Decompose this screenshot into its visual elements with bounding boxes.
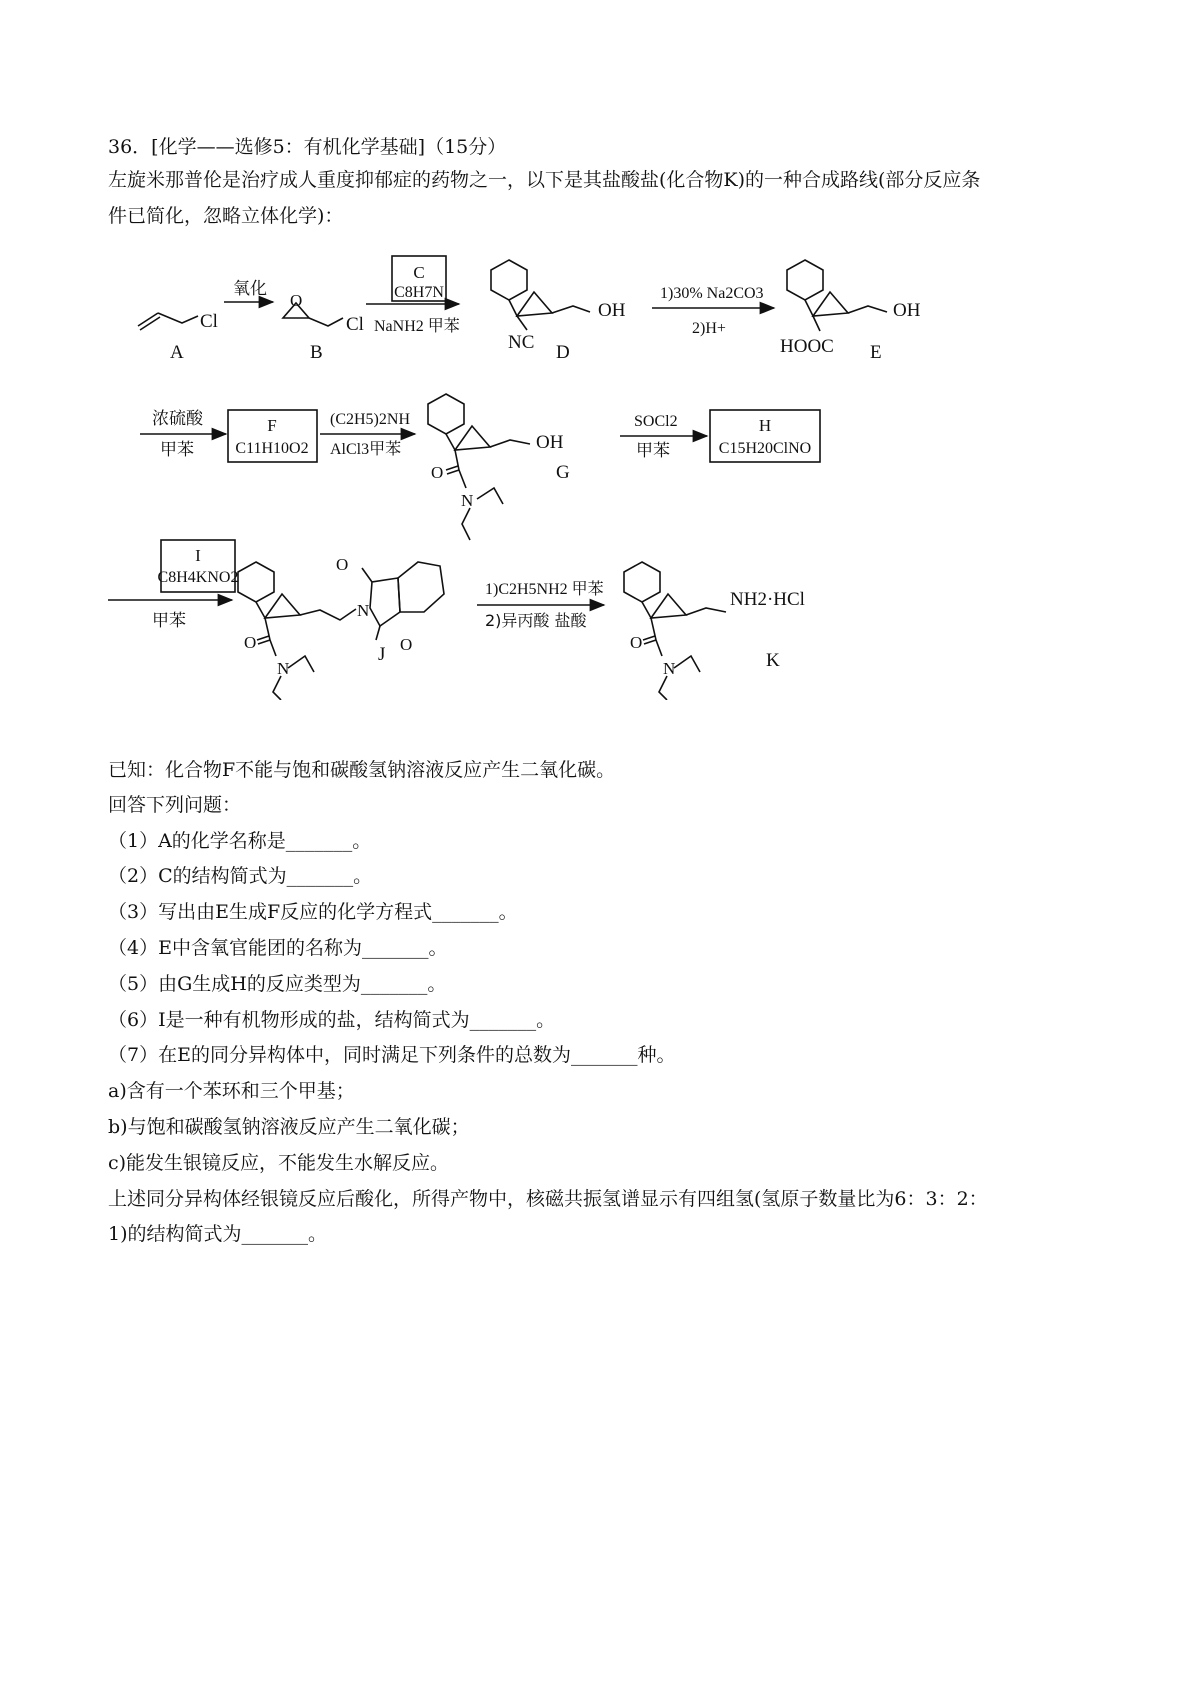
compound-k-structure	[624, 562, 726, 700]
intro-line-2: 件已简化，忽略立体化学)：	[108, 205, 344, 227]
label-e: E	[870, 342, 882, 363]
synthesis-scheme	[0, 0, 1200, 700]
cond-step8a: 1)C2H5NH2 甲苯	[485, 581, 604, 598]
box-h-formula: C15H20ClNO	[718, 440, 812, 457]
question-5: （5）由G生成H的反应类型为_______。	[108, 973, 447, 995]
question-3: （3）写出由E生成F反应的化学方程式_______。	[108, 901, 518, 923]
group-n-g: N	[461, 491, 474, 510]
box-i-label: I	[195, 546, 201, 565]
group-o-g: O	[431, 463, 444, 482]
label-d: D	[556, 342, 570, 363]
cond-step2: NaNH2 甲苯	[374, 318, 460, 335]
box-f-label: F	[267, 416, 277, 435]
question-7: （7）在E的同分异构体中，同时满足下列条件的总数为_______种。	[108, 1044, 676, 1066]
box-c-formula: C8H7N	[394, 284, 444, 301]
condition-c: c)能发生银镜反应，不能发生水解反应。	[108, 1152, 450, 1174]
compound-d-structure	[491, 260, 590, 330]
group-n-phth: N	[357, 601, 370, 620]
label-a: A	[170, 342, 184, 363]
label-g: G	[556, 462, 570, 483]
group-cl-b: Cl	[346, 314, 364, 335]
final-line-1: 上述同分异构体经银镜反应后酸化，所得产物中，核磁共振氢谱显示有四组氢(氢原子数量比为6：3：2：	[108, 1188, 988, 1210]
label-j: J	[378, 644, 386, 665]
group-cl-a: Cl	[200, 311, 218, 332]
question-4: （4）E中含氧官能团的名称为_______。	[108, 937, 448, 959]
questions-prompt: 回答下列问题：	[108, 794, 242, 816]
compound-g-structure	[428, 394, 530, 540]
condition-a: a)含有一个苯环和三个甲基；	[108, 1080, 355, 1102]
cond-step4a: 浓硫酸	[152, 409, 203, 429]
intro-line-1: 左旋米那普伦是治疗成人重度抑郁症的药物之一，以下是其盐酸盐(化合物K)的一种合成路线(部分反应条	[108, 169, 981, 191]
box-c-label: C	[413, 263, 425, 282]
cond-step3a: 1)30% Na2CO3	[660, 285, 764, 302]
condition-b: b)与饱和碳酸氢钠溶液反应产生二氧化碳；	[108, 1116, 470, 1138]
cond-step5b: AlCl3甲苯	[330, 441, 402, 458]
group-oh-e: OH	[893, 300, 921, 321]
label-b: B	[310, 342, 323, 363]
question-2: （2）C的结构简式为_______。	[108, 865, 373, 887]
question-header: 36．[化学——选修5：有机化学基础]（15分）	[108, 136, 507, 158]
box-h-label: H	[758, 416, 772, 435]
label-k: K	[766, 650, 780, 671]
known-statement: 已知：化合物F不能与饱和碳酸氢钠溶液反应产生二氧化碳。	[108, 759, 616, 781]
final-line-2: 1)的结构简式为_______。	[108, 1223, 328, 1245]
group-o-b: O	[290, 291, 303, 310]
group-o-phth-bottom: O	[400, 635, 413, 654]
question-6: （6）I是一种有机物形成的盐，结构简式为_______。	[108, 1009, 556, 1031]
group-salt-k: NH2·HCl	[730, 589, 805, 610]
box-i-formula: C8H4KNO2	[157, 569, 239, 586]
box-f-formula: C11H10O2	[235, 440, 309, 457]
group-oh-d: OH	[598, 300, 626, 321]
compound-a-structure	[138, 313, 198, 330]
group-nc-d: NC	[508, 332, 535, 353]
question-1: （1）A的化学名称是_______。	[108, 830, 372, 852]
group-o-k: O	[630, 633, 643, 652]
compound-e-structure	[787, 260, 887, 331]
cond-step1: 氧化	[233, 279, 267, 299]
cond-step5a: (C2H5)2NH	[330, 411, 410, 428]
group-o-j: O	[244, 633, 257, 652]
group-n-k: N	[663, 659, 676, 678]
compound-j-structure	[238, 562, 444, 700]
cond-step6a: SOCl2	[634, 413, 678, 430]
cond-step4b: 甲苯	[160, 440, 194, 460]
cond-step3b: 2)H+	[692, 320, 726, 337]
group-oh-g: OH	[536, 432, 564, 453]
cond-step8b: 2)异丙酸 盐酸	[485, 611, 587, 630]
group-hooc-e: HOOC	[780, 336, 834, 357]
group-o-phth-top: O	[336, 555, 349, 574]
cond-step7: 甲苯	[152, 611, 186, 631]
cond-step6b: 甲苯	[636, 441, 670, 461]
group-n-j: N	[277, 659, 290, 678]
